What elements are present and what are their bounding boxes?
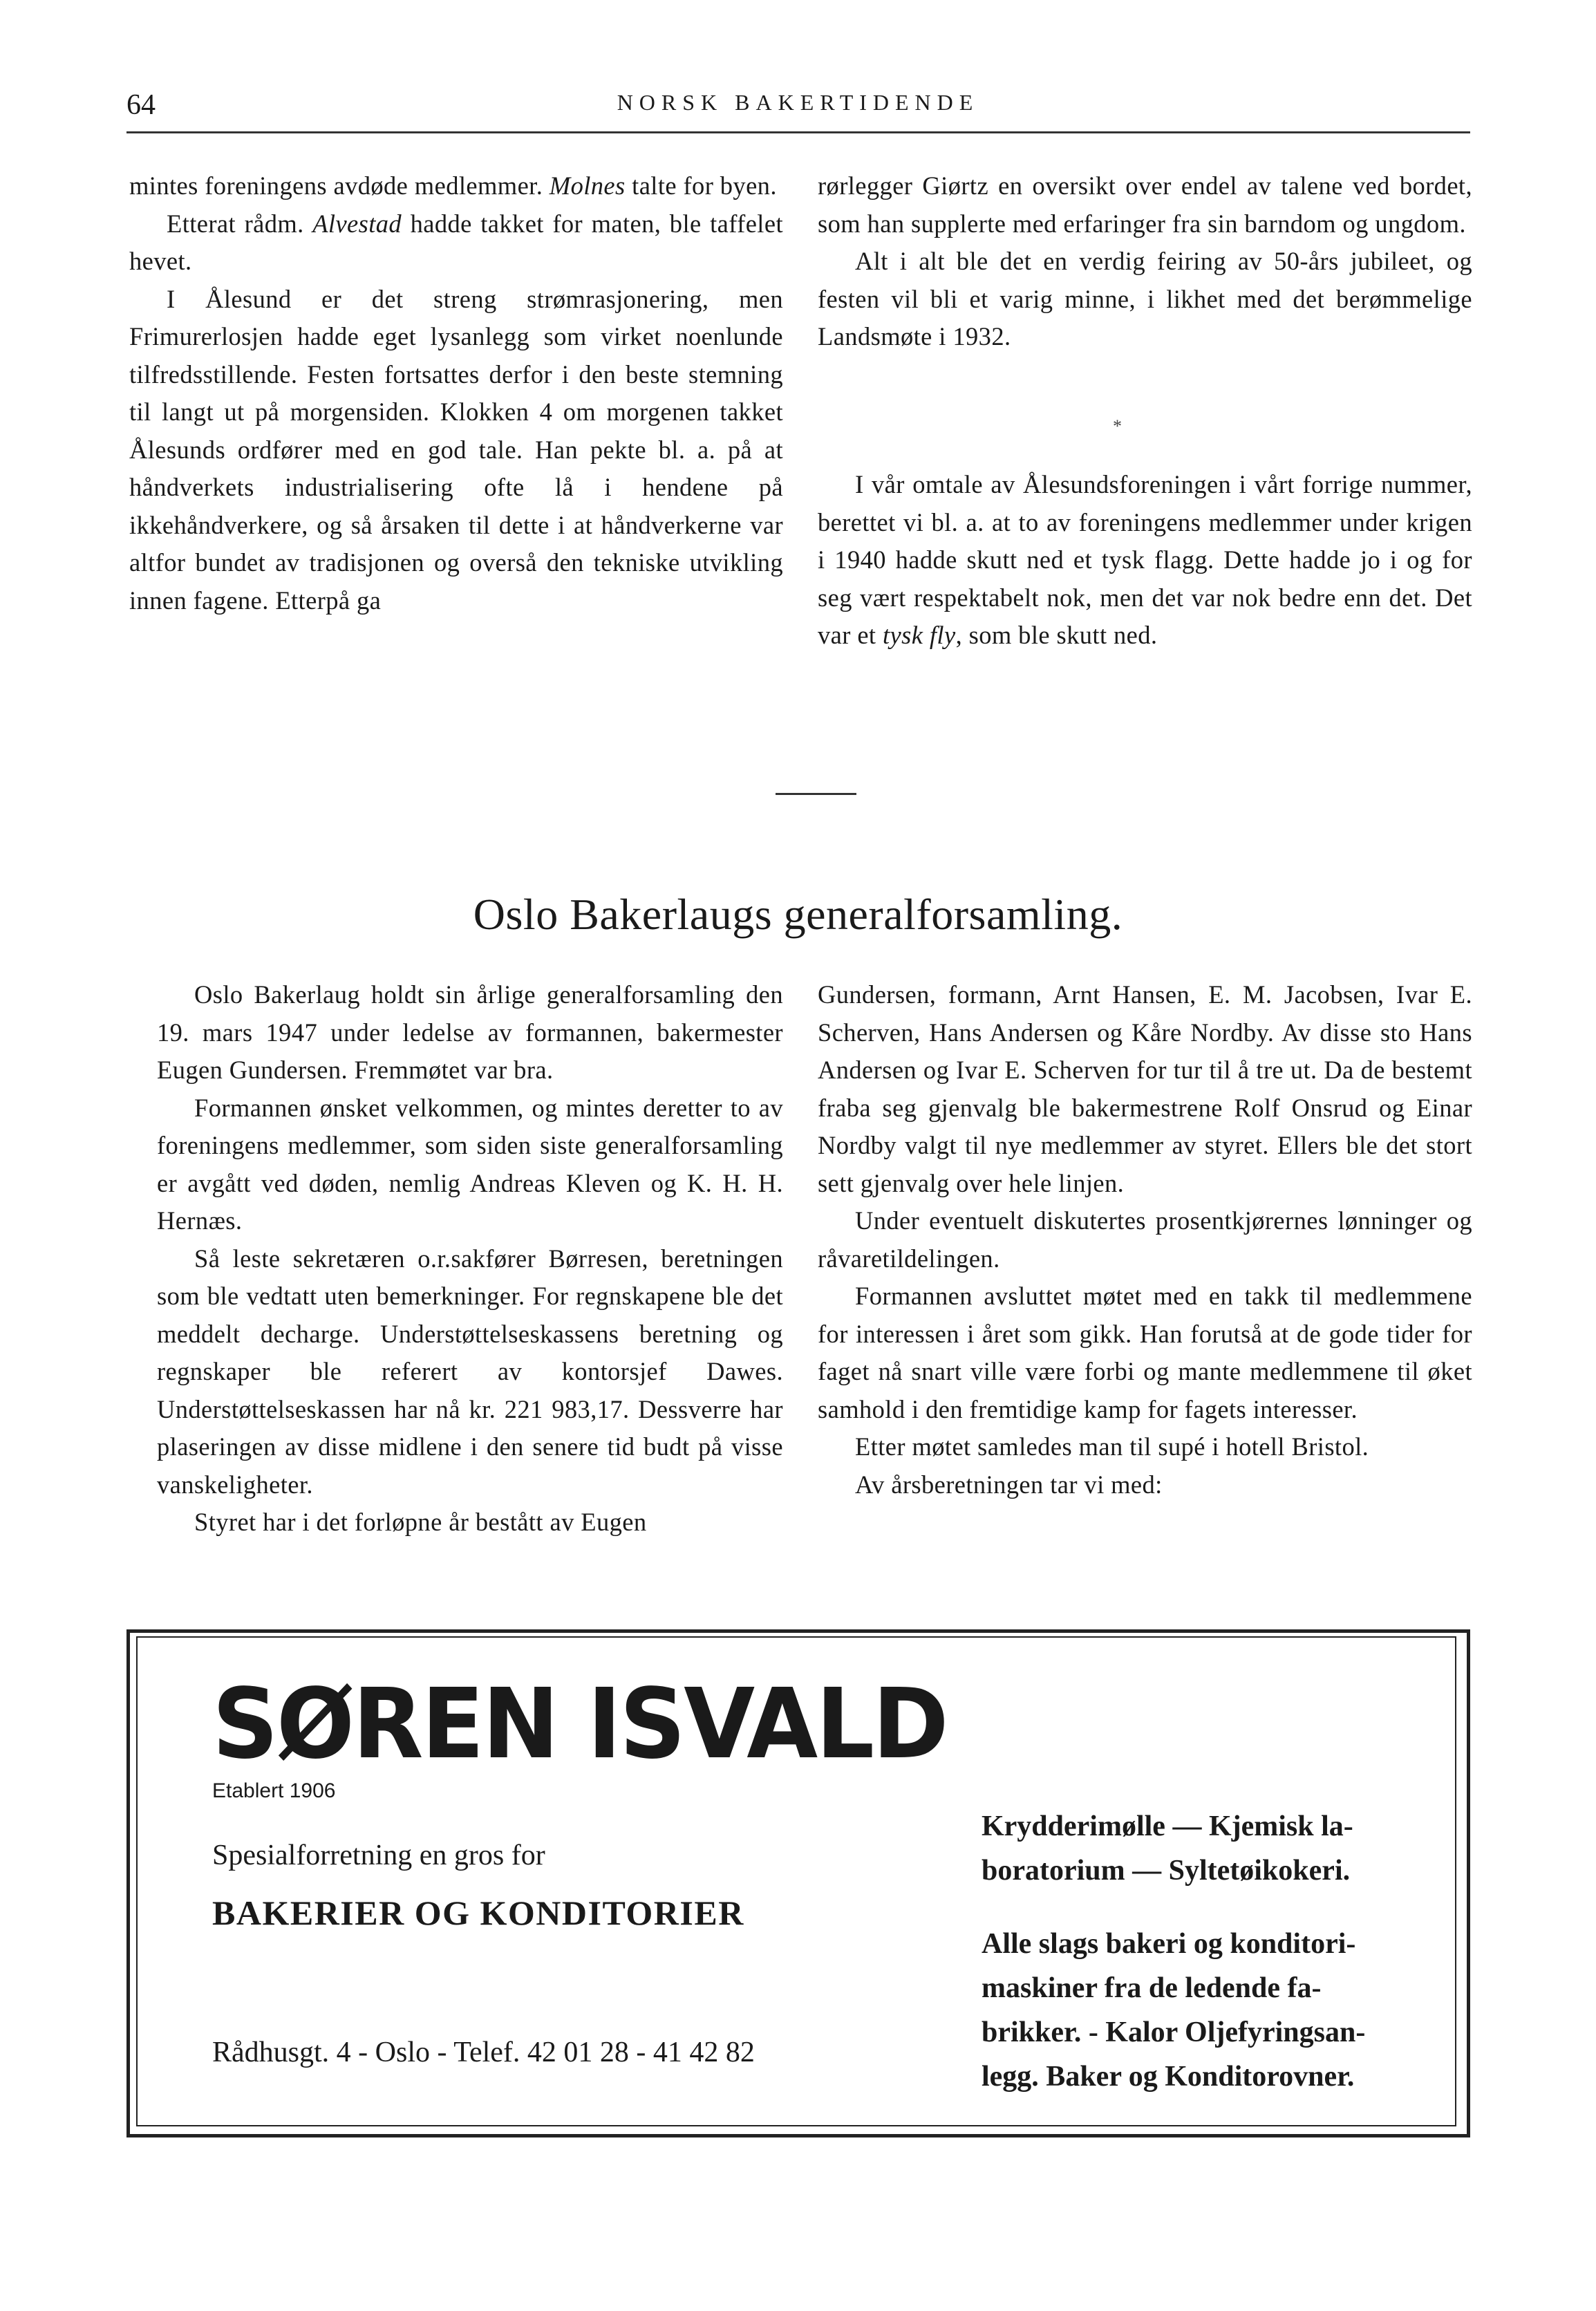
section-divider: [776, 793, 856, 795]
article-left-column: [157, 976, 783, 1542]
paragraph: Etter møtet samledes man til supé i hotell Bristol.: [855, 1432, 1369, 1461]
ad-company-name: SØREN ISVALD: [212, 1668, 947, 1781]
paragraph: mintes foreningens avdøde medlemmer. Molnes talte for byen.: [129, 171, 777, 200]
article-right-column: [818, 976, 1472, 1504]
paragraph: Under eventuelt diskutertes prosentkjørernes lønninger og råvaretildelingen.: [818, 1206, 1472, 1273]
ad-services-line: boratorium — Syltetøikokeri.: [982, 1855, 1351, 1887]
ad-machines-block: [982, 1922, 1365, 2099]
paragraph: Formannen ønsket velkommen, og mintes deretter to av foreningens medlemmer, som siden siste generalforsamling er avgått ved døden, nemlig Andreas Kleven og K. H. H. Hernæs.: [157, 1093, 783, 1235]
paragraph: Gundersen, formann, Arnt Hansen, E. M. Jacobsen, Ivar E. Scherven, Hans Andersen og Kåre Nordby. Av disse sto Hans Andersen og Ivar E. Scherven for tur til å tre ut. Da de bestemt fraba seg gjenvalg ble bakermestrene Rolf Onsrud og Einar Nordby valgt til nye medlemmer av styret. Ellers ble det stort sett gjenvalg over hele linjen.: [818, 980, 1472, 1197]
paragraph: Alt i alt ble det en verdig feiring av 50-års jubileet, og festen vil bli et varig minne, i likhet med det berømmelige Landsmøte i 1932.: [818, 247, 1472, 350]
top-article-right-column: [818, 167, 1472, 356]
ad-machines-line: Alle slags bakeri og konditori-: [982, 1928, 1356, 1960]
header-rule: [126, 131, 1470, 133]
page-number: 64: [126, 89, 156, 121]
ad-tagline: Spesialforretning en gros for: [212, 1840, 545, 1871]
ad-machines-line: legg. Baker og Konditorovner.: [982, 2061, 1355, 2093]
paragraph: Så leste sekretæren o.r.sakfører Børresen, beretningen som ble vedtatt uten bemerkninger. For regnskapene ble det meddelt decharge. Understøttelseskassens beretning og regnskaper ble referert av kontorsjef Dawes. Understøttelseskassen har nå kr. 221 983,17. Dessverre har plaseringen av disse midlene i den senere tid budt på visse vanskeligheter.: [157, 1244, 783, 1499]
publication-title: NORSK BAKERTIDENDE: [617, 90, 979, 115]
ad-machines-line: brikker. - Kalor Oljefyringsan-: [982, 2017, 1366, 2048]
section-asterisk: *: [1113, 416, 1122, 436]
paragraph: Av årsberetningen tar vi med:: [855, 1470, 1163, 1499]
article-headline: Oslo Bakerlaugs generalforsamling.: [473, 890, 1123, 939]
paragraph: I Ålesund er det streng strømrasjonering, men Frimurerlosjen hadde eget lysanlegg som virket noenlunde tilfredsstillende. Festen fortsattes derfor i den beste stemning til langt ut på morgensiden. Klokken 4 om morgenen takket Ålesunds ordfører med en god tale. Han pekte bl. a. på at håndverkets industrialisering ofte lå i hendene på ikkehåndverkere, og så årsaken til dette i at håndverkerne var altfor bundet av tradisjonen og overså den tekniske utvikling innen fagene. Etterpå ga: [129, 284, 783, 615]
paragraph: Oslo Bakerlaug holdt sin årlige generalforsamling den 19. mars 1947 under ledelse av formannen, bakermester Eugen Gundersen. Fremmøtet var bra.: [157, 980, 783, 1084]
paragraph: Styret har i det forløpne år bestått av Eugen: [194, 1508, 647, 1536]
ad-specialty: BAKERIER OG KONDITORIER: [212, 1893, 744, 1932]
ad-address: Rådhusgt. 4 - Oslo - Telef. 42 01 28 - 41 42 82: [212, 2037, 755, 2068]
paragraph: Formannen avsluttet møtet med en takk til medlemmene for interessen i året som gikk. Han forutså at de gode tider for faget nå snart ville være forbi og mante medlemmene til øket samhold i den fremtidige kamp for fagets interesser.: [818, 1282, 1472, 1423]
paragraph: Etterat rådm. Alvestad hadde takket for maten, ble taffelet hevet.: [129, 209, 783, 275]
ad-machines-line: maskiner fra de ledende fa-: [982, 1972, 1322, 2004]
top-article-right-column-note: [818, 466, 1472, 655]
top-article-left-column: [129, 167, 783, 619]
ad-established: Etablert 1906: [212, 1779, 336, 1802]
paragraph: rørlegger Giørtz en oversikt over endel av talene ved bordet, som han supplerte med erfaringer fra sin barndom og ungdom.: [818, 171, 1472, 238]
ad-services-block: [982, 1804, 1353, 1893]
paragraph: I vår omtale av Ålesundsforeningen i vårt forrige nummer, berettet vi bl. a. at to av foreningens medlemmer under krigen i 1940 hadde skutt ned et tysk flagg. Dette hadde jo i og for seg vært respektabelt nok, men det var nok bedre enn det. Det var et tysk fly, som ble skutt ned.: [818, 470, 1472, 649]
ad-services-line: Krydderimølle — Kjemisk la-: [982, 1811, 1353, 1842]
